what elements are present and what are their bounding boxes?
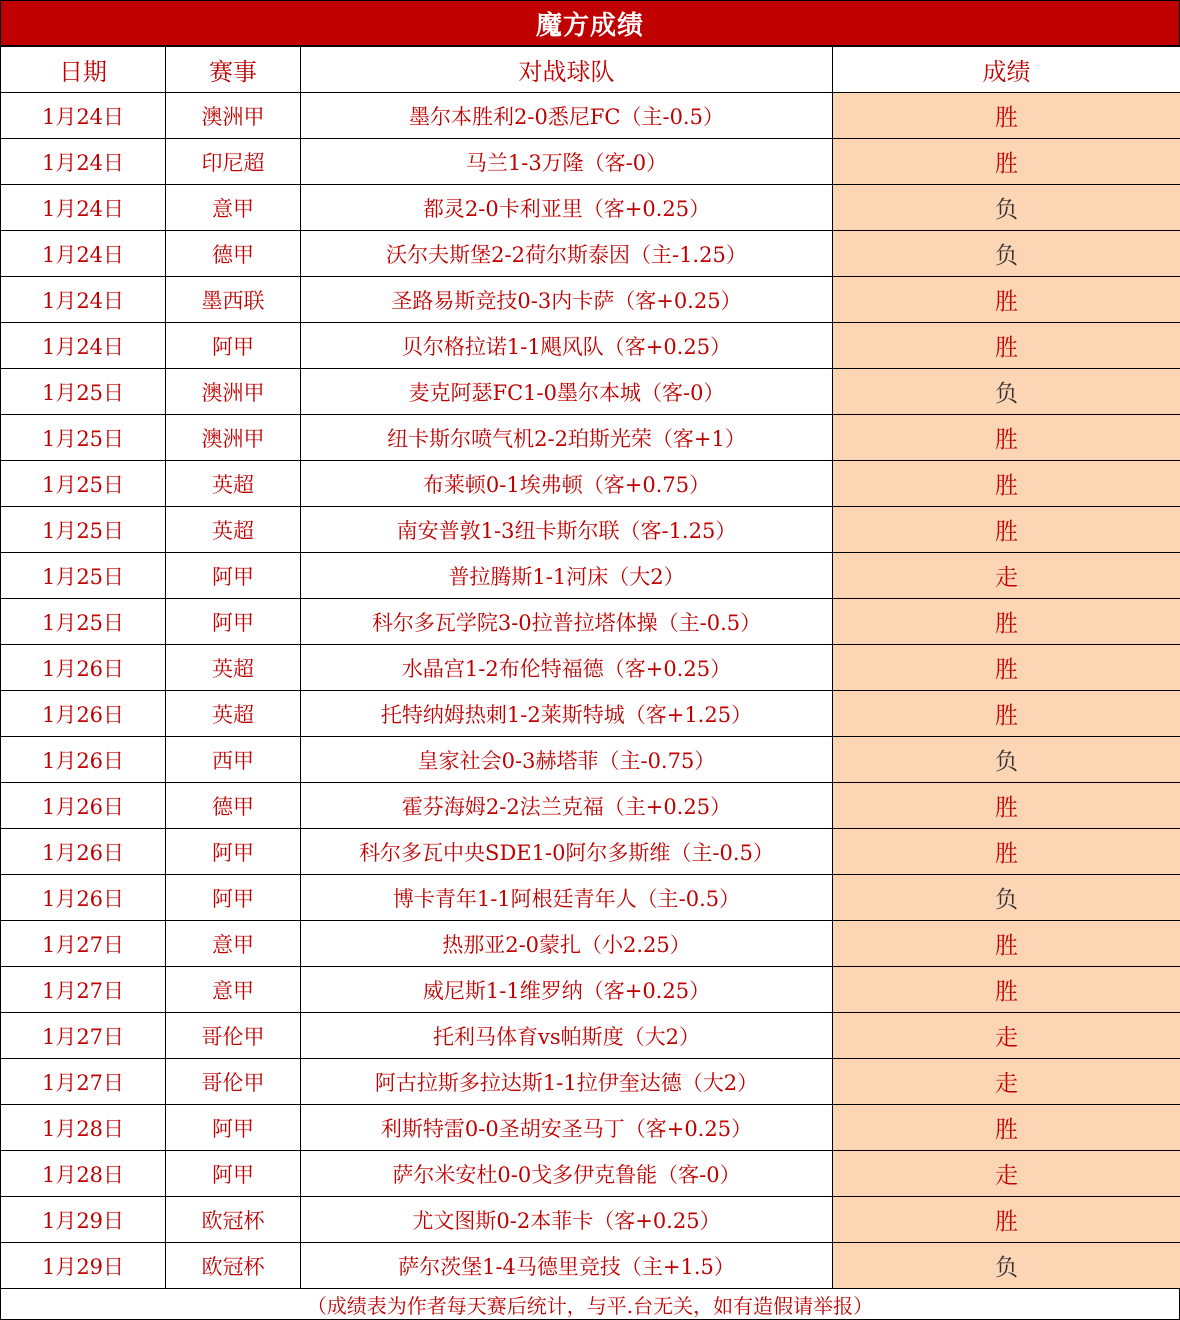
result-cell: 胜 [833, 921, 1180, 967]
date-cell: 1月26日 [1, 691, 166, 737]
league-cell: 阿甲 [166, 875, 301, 921]
league-cell: 意甲 [166, 921, 301, 967]
match-cell: 纽卡斯尔喷气机2-2珀斯光荣（客+1） [301, 415, 833, 461]
league-cell: 英超 [166, 645, 301, 691]
table-row [1, 1059, 1180, 1105]
table-row [1, 1197, 1180, 1243]
match-cell: 热那亚2-0蒙扎（小2.25） [301, 921, 833, 967]
match-cell: 皇家社会0-3赫塔菲（主-0.75） [301, 737, 833, 783]
table-row [1, 645, 1180, 691]
date-cell: 1月25日 [1, 369, 166, 415]
result-cell: 胜 [833, 277, 1180, 323]
table-row [1, 507, 1180, 553]
league-cell: 英超 [166, 507, 301, 553]
match-cell: 沃尔夫斯堡2-2荷尔斯泰因（主-1.25） [301, 231, 833, 277]
sheet-title: 魔方成绩 [0, 0, 1180, 46]
result-cell: 负 [833, 875, 1180, 921]
date-cell: 1月26日 [1, 875, 166, 921]
header-league: 赛事 [166, 47, 301, 93]
match-cell: 圣路易斯竞技0-3内卡萨（客+0.25） [301, 277, 833, 323]
table-row [1, 231, 1180, 277]
header-row [1, 47, 1180, 93]
date-cell: 1月24日 [1, 323, 166, 369]
date-cell: 1月29日 [1, 1197, 166, 1243]
table-row [1, 921, 1180, 967]
table-row [1, 139, 1180, 185]
match-cell: 布莱顿0-1埃弗顿（客+0.75） [301, 461, 833, 507]
date-cell: 1月25日 [1, 507, 166, 553]
date-cell: 1月24日 [1, 185, 166, 231]
date-cell: 1月27日 [1, 1059, 166, 1105]
league-cell: 哥伦甲 [166, 1059, 301, 1105]
league-cell: 欧冠杯 [166, 1197, 301, 1243]
match-cell: 麦克阿瑟FC1-0墨尔本城（客-0） [301, 369, 833, 415]
match-cell: 萨尔米安杜0-0戈多伊克鲁能（客-0） [301, 1151, 833, 1197]
result-cell: 胜 [833, 783, 1180, 829]
league-cell: 澳洲甲 [166, 93, 301, 139]
match-cell: 贝尔格拉诺1-1飓风队（客+0.25） [301, 323, 833, 369]
result-cell: 胜 [833, 599, 1180, 645]
table-row [1, 599, 1180, 645]
league-cell: 阿甲 [166, 599, 301, 645]
match-cell: 利斯特雷0-0圣胡安圣马丁（客+0.25） [301, 1105, 833, 1151]
result-cell: 走 [833, 1059, 1180, 1105]
footer-note: （成绩表为作者每天赛后统计，与平.台无关，如有造假请举报） [0, 1289, 1180, 1320]
table-row [1, 185, 1180, 231]
match-cell: 阿古拉斯多拉达斯1-1拉伊奎达德（大2） [301, 1059, 833, 1105]
table-row [1, 415, 1180, 461]
match-cell: 科尔多瓦中央SDE1-0阿尔多斯维（主-0.5） [301, 829, 833, 875]
match-cell: 霍芬海姆2-2法兰克福（主+0.25） [301, 783, 833, 829]
header-result: 成绩 [833, 47, 1180, 93]
header-match: 对战球队 [301, 47, 833, 93]
league-cell: 阿甲 [166, 829, 301, 875]
result-cell: 胜 [833, 139, 1180, 185]
table-row [1, 553, 1180, 599]
result-cell: 胜 [833, 93, 1180, 139]
date-cell: 1月25日 [1, 553, 166, 599]
date-cell: 1月24日 [1, 139, 166, 185]
date-cell: 1月26日 [1, 783, 166, 829]
table-row [1, 967, 1180, 1013]
match-cell: 马兰1-3万隆（客-0） [301, 139, 833, 185]
league-cell: 墨西联 [166, 277, 301, 323]
league-cell: 德甲 [166, 231, 301, 277]
match-cell: 萨尔茨堡1-4马德里竞技（主+1.5） [301, 1243, 833, 1289]
league-cell: 阿甲 [166, 553, 301, 599]
results-table [0, 46, 1180, 1289]
table-row [1, 1243, 1180, 1289]
result-cell: 胜 [833, 691, 1180, 737]
match-cell: 托特纳姆热刺1-2莱斯特城（客+1.25） [301, 691, 833, 737]
result-cell: 胜 [833, 1105, 1180, 1151]
league-cell: 澳洲甲 [166, 415, 301, 461]
league-cell: 英超 [166, 461, 301, 507]
date-cell: 1月27日 [1, 921, 166, 967]
table-row [1, 1151, 1180, 1197]
result-cell: 负 [833, 737, 1180, 783]
table-row [1, 277, 1180, 323]
match-cell: 尤文图斯0-2本菲卡（客+0.25） [301, 1197, 833, 1243]
result-cell: 走 [833, 1151, 1180, 1197]
match-cell: 墨尔本胜利2-0悉尼FC（主-0.5） [301, 93, 833, 139]
result-cell: 胜 [833, 507, 1180, 553]
results-body [1, 93, 1180, 1289]
league-cell: 阿甲 [166, 1105, 301, 1151]
result-cell: 胜 [833, 461, 1180, 507]
league-cell: 欧冠杯 [166, 1243, 301, 1289]
league-cell: 哥伦甲 [166, 1013, 301, 1059]
table-row [1, 1105, 1180, 1151]
date-cell: 1月29日 [1, 1243, 166, 1289]
result-cell: 负 [833, 231, 1180, 277]
match-cell: 科尔多瓦学院3-0拉普拉塔体操（主-0.5） [301, 599, 833, 645]
result-cell: 胜 [833, 323, 1180, 369]
match-cell: 普拉腾斯1-1河床（大2） [301, 553, 833, 599]
date-cell: 1月27日 [1, 1013, 166, 1059]
table-row [1, 323, 1180, 369]
match-cell: 南安普敦1-3纽卡斯尔联（客-1.25） [301, 507, 833, 553]
date-cell: 1月25日 [1, 461, 166, 507]
result-cell: 走 [833, 1013, 1180, 1059]
date-cell: 1月28日 [1, 1151, 166, 1197]
league-cell: 印尼超 [166, 139, 301, 185]
table-row [1, 691, 1180, 737]
league-cell: 阿甲 [166, 323, 301, 369]
result-cell: 胜 [833, 1197, 1180, 1243]
result-cell: 负 [833, 185, 1180, 231]
league-cell: 意甲 [166, 967, 301, 1013]
result-cell: 胜 [833, 967, 1180, 1013]
match-cell: 博卡青年1-1阿根廷青年人（主-0.5） [301, 875, 833, 921]
table-row [1, 783, 1180, 829]
result-cell: 胜 [833, 645, 1180, 691]
date-cell: 1月27日 [1, 967, 166, 1013]
league-cell: 阿甲 [166, 1151, 301, 1197]
table-row [1, 93, 1180, 139]
match-cell: 都灵2-0卡利亚里（客+0.25） [301, 185, 833, 231]
date-cell: 1月26日 [1, 829, 166, 875]
league-cell: 英超 [166, 691, 301, 737]
result-cell: 负 [833, 1243, 1180, 1289]
result-cell: 走 [833, 553, 1180, 599]
match-cell: 威尼斯1-1维罗纳（客+0.25） [301, 967, 833, 1013]
result-cell: 负 [833, 369, 1180, 415]
table-row [1, 737, 1180, 783]
league-cell: 意甲 [166, 185, 301, 231]
league-cell: 澳洲甲 [166, 369, 301, 415]
result-cell: 胜 [833, 415, 1180, 461]
date-cell: 1月26日 [1, 645, 166, 691]
table-row [1, 1013, 1180, 1059]
header-date: 日期 [1, 47, 166, 93]
match-cell: 水晶宫1-2布伦特福德（客+0.25） [301, 645, 833, 691]
date-cell: 1月24日 [1, 231, 166, 277]
league-cell: 德甲 [166, 783, 301, 829]
league-cell: 西甲 [166, 737, 301, 783]
table-row [1, 369, 1180, 415]
date-cell: 1月24日 [1, 93, 166, 139]
date-cell: 1月25日 [1, 599, 166, 645]
date-cell: 1月28日 [1, 1105, 166, 1151]
table-row [1, 461, 1180, 507]
date-cell: 1月25日 [1, 415, 166, 461]
date-cell: 1月24日 [1, 277, 166, 323]
date-cell: 1月26日 [1, 737, 166, 783]
table-row [1, 875, 1180, 921]
table-row [1, 829, 1180, 875]
result-cell: 胜 [833, 829, 1180, 875]
match-cell: 托利马体育vs帕斯度（大2） [301, 1013, 833, 1059]
